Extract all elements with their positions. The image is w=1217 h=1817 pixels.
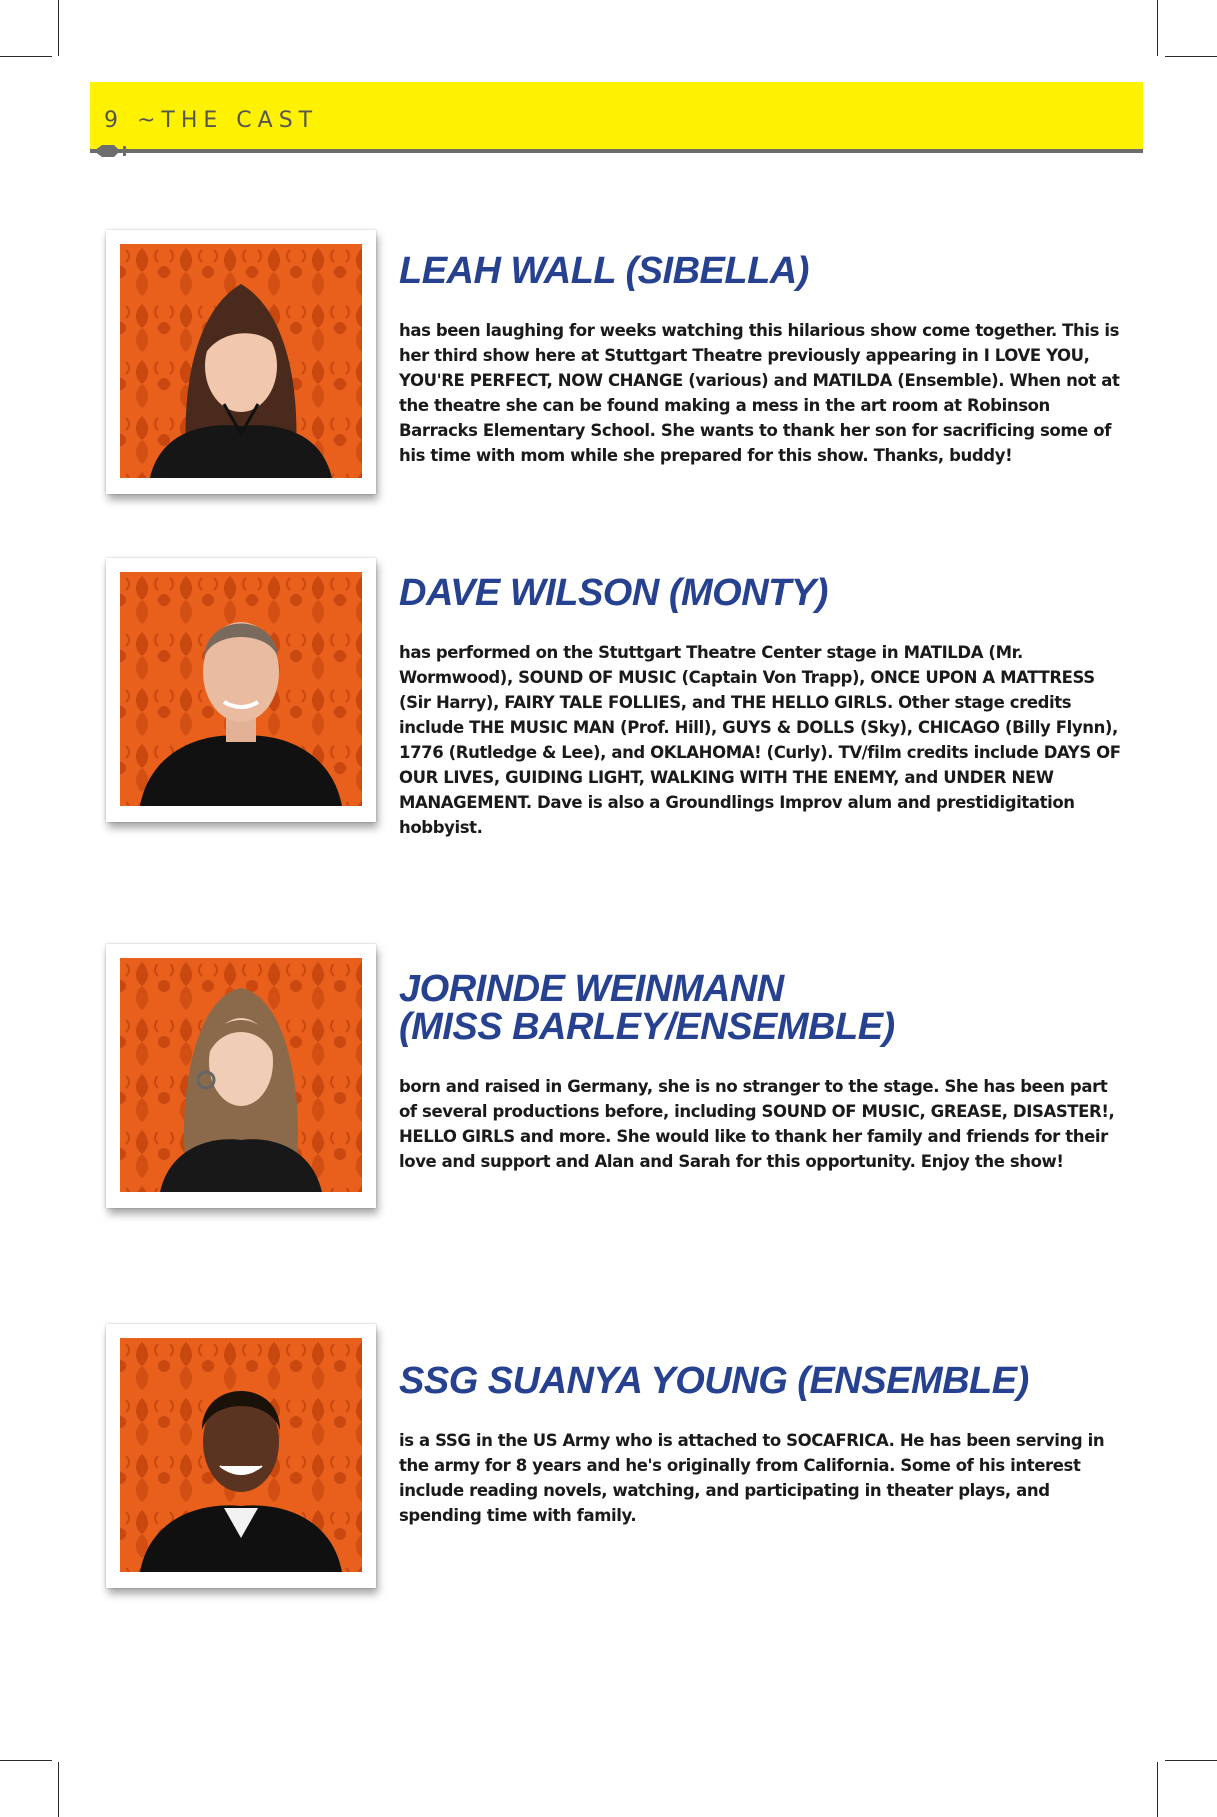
crop-mark — [58, 1762, 59, 1817]
cast-name-line2: (MISS BARLEY/ENSEMBLE) — [399, 1006, 895, 1048]
crop-mark — [0, 56, 52, 57]
crop-mark — [58, 0, 59, 56]
cast-bio: born and raised in Germany, she is no stranger to the stage. She has been part of several productions before, including SOUND OF MUSIC, GREASE, DISASTER!, HELLO GIRLS and more. She would like to thank her family and friends for their love and support and Alan and Sarah for this opportunity. Enjoy the show! — [399, 1077, 1115, 1171]
cast-bio: has performed on the Stuttgart Theatre Center stage in MATILDA (Mr. Wormwood), SOUND OF MUSIC (Captain Von Trapp), ONCE UPON A MATTRESS (Sir Harry), FAIRY TALE FOLLIES, and THE HELLO GIRLS. Other stage credits include THE MUSIC MAN (Prof. Hill), GUYS & DOLLS (Sky), CHICAGO (Billy Flynn), 1776 (Rutledge & Lee), and OKLAHOMA! (Curly). TV/film credits include DAYS OF OUR LIVES, GUIDING LIGHT, WALKING WITH THE ENEMY, and UNDER NEW MANAGEMENT. Dave is also a Groundlings Improv alum and prestidigitation hobbyist. — [399, 643, 1121, 837]
cast-bio: is a SSG in the US Army who is attached to SOCAFRICA. He has been serving in the army for 8 years and he's originally from California. Some of his interest include reading novels, watching, and participating in theater plays, and spending time with family. — [399, 1431, 1105, 1525]
crop-mark — [1165, 1760, 1217, 1761]
cast-name: SSG SUANYA YOUNG (ENSEMBLE) — [399, 1360, 1029, 1402]
cast-name: LEAH WALL (SIBELLA) — [399, 250, 809, 292]
cast-photo-frame — [106, 558, 376, 822]
header-rule — [90, 149, 1143, 153]
crop-mark — [1165, 56, 1217, 57]
page-title: 9 ~THE CAST — [104, 108, 319, 133]
cast-name-line1: JORINDE WEINMANN — [399, 968, 784, 1010]
crop-mark — [1157, 0, 1158, 56]
crop-mark — [1157, 1762, 1158, 1817]
cast-photo-frame — [106, 944, 376, 1208]
cast-name: DAVE WILSON (MONTY) — [399, 572, 828, 614]
cast-photo-frame — [106, 1324, 376, 1588]
cast-photo-leah-wall — [120, 244, 362, 478]
ornament-icon — [94, 143, 140, 159]
cast-bio: has been laughing for weeks watching this hilarious show come together. This is her third show here at Stuttgart Theatre previously appearing in I LOVE YOU, YOU'RE PERFECT, NOW CHANGE (various) and MATILDA (Ensemble). When not at the theatre she can be found making a mess in the art room at Robinson Barracks Elementary School. She wants to thank her son for sacrificing some of his time with mom while she prepared for this show. Thanks, buddy! — [399, 321, 1120, 465]
crop-mark — [0, 1760, 52, 1761]
cast-photo-frame — [106, 230, 376, 494]
cast-photo-dave-wilson — [120, 572, 362, 806]
cast-photo-suanya-young — [120, 1338, 362, 1572]
cast-photo-jorinde-weinmann — [120, 958, 362, 1192]
